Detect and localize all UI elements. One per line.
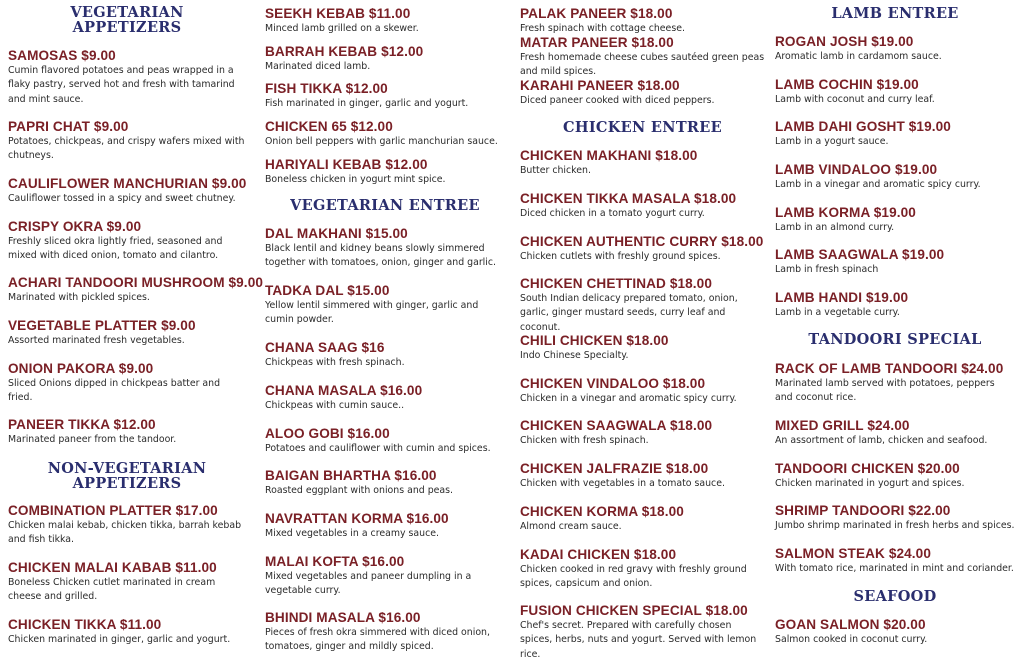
menu-item-description: Mixed vegetables in a creamy sauce.	[265, 528, 439, 539]
menu-item-name: TADKA DAL $15.00	[265, 283, 390, 298]
menu-item-fish-tikka	[265, 81, 505, 111]
menu-item-tandoori-chicken	[775, 461, 1015, 491]
menu-item-fusion-chicken-special	[520, 603, 765, 662]
menu-item-description: Marinated with pickled spices.	[8, 292, 150, 303]
menu-item-description: Fresh homemade cheese cubes sautéed green peas and mild spices.	[520, 52, 765, 78]
menu-item-name: ONION PAKORA $9.00	[8, 361, 154, 376]
menu-item-description: Lamb in a yogurt sauce.	[775, 136, 889, 147]
menu-item-name: SHRIMP TANDOORI $22.00	[775, 503, 951, 518]
menu-item-description: Mixed vegetables and paneer dumpling in a vegetable curry.	[265, 571, 472, 597]
menu-item-combination-platter	[8, 503, 246, 548]
menu-item-name: LAMB SAAGWALA $19.00	[775, 247, 945, 262]
menu-item-description: Chicken cutlets with freshly ground spices.	[520, 251, 721, 262]
menu-item-matar-paneer	[520, 35, 765, 80]
menu-item-description: Marinated diced lamb.	[265, 61, 371, 72]
menu-item-lamb-handi	[775, 290, 1015, 320]
menu-item-description: Potatoes and cauliflower with cumin and spices.	[265, 443, 491, 454]
section-title-line: APPETIZERS	[72, 475, 182, 492]
menu-item-chicken-jalfrazie	[520, 461, 765, 491]
menu-item-chili-chicken	[520, 333, 765, 363]
menu-item-description: Marinated paneer from the tandoor.	[8, 434, 177, 445]
section-title-chicken-entree	[520, 120, 765, 135]
menu-item-description: Salmon cooked in coconut curry.	[775, 634, 928, 645]
menu-item-description: Almond cream sauce.	[520, 521, 622, 532]
menu-item-name: CHICKEN MAKHANI $18.00	[520, 148, 698, 163]
menu-item-rogan-josh	[775, 34, 1015, 64]
menu-item-lamb-dahi-gosht	[775, 119, 1015, 149]
section-title-line: NON-VEGETARIAN	[47, 460, 207, 477]
menu-item-description: Lamb in fresh spinach	[775, 264, 879, 275]
menu-item-tadka-dal	[265, 283, 505, 328]
menu-item-chicken-makhani	[520, 148, 765, 178]
menu-item-vegetable-platter	[8, 318, 246, 348]
menu-item-description: Potatoes, chickpeas, and crispy wafers mixed with chutneys.	[8, 136, 245, 162]
menu-item-name: CHICKEN CHETTINAD $18.00	[520, 276, 712, 291]
menu-item-chicken-saagwala	[520, 418, 765, 448]
menu-item-onion-pakora	[8, 361, 246, 406]
menu-item-description: Lamb in a vinegar and aromatic spicy curry.	[775, 179, 981, 190]
menu-item-description: Indo Chinese Specialty.	[520, 350, 629, 361]
menu-item-description: Cauliflower tossed in a spicy and sweet chutney.	[8, 193, 236, 204]
menu-item-chicken-vindaloo	[520, 376, 765, 406]
menu-item-name: HARIYALI KEBAB $12.00	[265, 157, 428, 172]
menu-item-description: Fish marinated in ginger, garlic and yogurt.	[265, 98, 469, 109]
menu-item-goan-salmon	[775, 617, 1015, 647]
menu-item-name: RACK OF LAMB TANDOORI $24.00	[775, 361, 1004, 376]
menu-item-chicken-korma	[520, 504, 765, 534]
menu-item-description: Chickpeas with cumin sauce..	[265, 400, 405, 411]
menu-item-name: MALAI KOFTA $16.00	[265, 554, 405, 569]
menu-item-name: CHICKEN SAAGWALA $18.00	[520, 418, 713, 433]
menu-item-name: CHANA SAAG $16	[265, 340, 385, 355]
menu-item-description: Chicken with vegetables in a tomato sauce.	[520, 478, 725, 489]
menu-item-name: SEEKH KEBAB $11.00	[265, 6, 411, 21]
menu-item-name: MATAR PANEER $18.00	[520, 35, 674, 50]
menu-item-name: MIXED GRILL $24.00	[775, 418, 910, 433]
menu-item-description: Yellow lentil simmered with ginger, garlic and cumin powder.	[265, 300, 479, 326]
menu-item-name: SALMON STEAK $24.00	[775, 546, 932, 561]
menu-item-malai-kofta	[265, 554, 505, 599]
menu-item-samosas	[8, 48, 246, 107]
menu-item-description: Jumbo shrimp marinated in fresh herbs and spices.	[775, 520, 1015, 531]
menu-item-name: LAMB HANDI $19.00	[775, 290, 909, 305]
menu-item-karahi-paneer	[520, 78, 765, 108]
menu-item-description: Cumin flavored potatoes and peas wrapped in a flaky pastry, served hot and fresh with tamarind and mint sauce.	[8, 65, 235, 105]
menu-item-description: Roasted eggplant with onions and peas.	[265, 485, 454, 496]
menu-item-name: NAVRATTAN KORMA $16.00	[265, 511, 449, 526]
menu-item-aloo-gobi	[265, 426, 505, 456]
menu-item-name: CRISPY OKRA $9.00	[8, 219, 142, 234]
menu-item-description: An assortment of lamb, chicken and seafood.	[775, 435, 988, 446]
menu-item-paneer-tikka	[8, 417, 246, 447]
menu-item-lamb-cochin	[775, 77, 1015, 107]
menu-item-chicken-tikka-masala	[520, 191, 765, 221]
menu-item-lamb-korma	[775, 205, 1015, 235]
section-title-non-vegetarian-appetizers	[8, 461, 246, 491]
menu-item-bhindi-masala	[265, 610, 505, 655]
menu-item-mixed-grill	[775, 418, 1015, 448]
section-title-vegetarian-entree	[265, 198, 505, 213]
section-title-line: CHICKEN ENTREE	[563, 119, 722, 136]
section-title-seafood	[775, 589, 1015, 604]
menu-item-description: Diced chicken in a tomato yogurt curry.	[520, 208, 705, 219]
section-title-line: LAMB ENTREE	[831, 5, 959, 22]
menu-item-name: GOAN SALMON $20.00	[775, 617, 926, 632]
menu-item-name: CHICKEN MALAI KABAB $11.00	[8, 560, 217, 575]
menu-item-shrimp-tandoori	[775, 503, 1015, 533]
menu-item-palak-paneer	[520, 6, 765, 36]
menu-item-name: LAMB DAHI GOSHT $19.00	[775, 119, 951, 134]
section-title-vegetarian-appetizers	[8, 5, 246, 35]
menu-item-chicken-authentic-curry	[520, 234, 765, 264]
menu-item-name: CHICKEN TIKKA $11.00	[8, 617, 162, 632]
menu-item-name: COMBINATION PLATTER $17.00	[8, 503, 218, 518]
menu-item-chicken-malai-kabab	[8, 560, 246, 605]
menu-item-name: KARAHI PANEER $18.00	[520, 78, 680, 93]
menu-item-name: BHINDI MASALA $16.00	[265, 610, 421, 625]
menu-item-description: Boneless Chicken cutlet marinated in cream cheese and grilled.	[8, 577, 216, 603]
menu-item-description: Chicken cooked in red gravy with freshly ground spices, capsicum and onion.	[520, 564, 747, 590]
menu-item-name: CHICKEN VINDALOO $18.00	[520, 376, 706, 391]
menu-item-description: Lamb with coconut and curry leaf.	[775, 94, 935, 105]
menu-item-name: VEGETABLE PLATTER $9.00	[8, 318, 196, 333]
menu-item-description: Black lentil and kidney beans slowly simmered together with tomatoes, onion, ginger and garlic.	[265, 243, 497, 269]
section-title-line: VEGETARIAN ENTREE	[290, 197, 480, 214]
section-title-line: SEAFOOD	[853, 588, 937, 605]
menu-item-description: Chicken marinated in yogurt and spices.	[775, 478, 965, 489]
menu-item-description: Freshly sliced okra lightly fried, seasoned and mixed with diced onion, tomato and cilantro.	[8, 236, 223, 262]
menu-item-description: Aromatic lamb in cardamom sauce.	[775, 51, 942, 62]
section-title-line: TANDOORI SPECIAL	[808, 331, 982, 348]
menu-item-description: Minced lamb grilled on a skewer.	[265, 23, 419, 34]
menu-item-name: CHICKEN TIKKA MASALA $18.00	[520, 191, 737, 206]
section-title-tandoori-special	[775, 332, 1015, 347]
menu-item-description: Onion bell peppers with garlic manchurian sauce.	[265, 136, 498, 147]
section-title-lamb-entree	[775, 6, 1015, 21]
menu-item-name: CHICKEN 65 $12.00	[265, 119, 393, 134]
menu-item-chicken-chettinad	[520, 276, 765, 335]
menu-item-description: Chef's secret. Prepared with carefully chosen spices, herbs, nuts and yogurt. Served with lemon rice.	[520, 620, 757, 660]
menu-item-description: Chicken malai kebab, chicken tikka, barrah kebab and fish tikka.	[8, 520, 242, 546]
menu-item-name: KADAI CHICKEN $18.00	[520, 547, 677, 562]
menu-item-crispy-okra	[8, 219, 246, 264]
section-title-line: APPETIZERS	[72, 19, 182, 36]
menu-item-chicken-tikka	[8, 617, 246, 647]
menu-item-lamb-saagwala	[775, 247, 1015, 277]
menu-item-name: SAMOSAS $9.00	[8, 48, 116, 63]
menu-item-description: South Indian delicacy prepared tomato, onion, garlic, ginger mustard seeds, curry leaf and coconut.	[520, 293, 738, 333]
menu-item-name: CHICKEN KORMA $18.00	[520, 504, 684, 519]
menu-item-name: FUSION CHICKEN SPECIAL $18.00	[520, 603, 748, 618]
menu-item-name: BARRAH KEBAB $12.00	[265, 44, 424, 59]
menu-item-description: Chickpeas with fresh spinach.	[265, 357, 405, 368]
menu-item-name: PAPRI CHAT $9.00	[8, 119, 129, 134]
menu-item-name: LAMB COCHIN $19.00	[775, 77, 919, 92]
menu-item-description: Chicken in a vinegar and aromatic spicy curry.	[520, 393, 737, 404]
menu-item-description: Lamb in an almond curry.	[775, 222, 895, 233]
menu-item-baigan-bhartha	[265, 468, 505, 498]
menu-item-description: Sliced Onions dipped in chickpeas batter and fried.	[8, 378, 221, 404]
menu-item-chana-saag	[265, 340, 505, 370]
menu-item-description: Boneless chicken in yogurt mint spice.	[265, 174, 446, 185]
menu-item-chana-masala	[265, 383, 505, 413]
menu-item-name: CHANA MASALA $16.00	[265, 383, 423, 398]
menu-item-papri-chat	[8, 119, 246, 164]
menu-item-achari-tandoori-mushroom	[8, 275, 264, 305]
menu-item-name: TANDOORI CHICKEN $20.00	[775, 461, 960, 476]
menu-item-description: Chicken marinated in ginger, garlic and yogurt.	[8, 634, 231, 645]
menu-item-salmon-steak	[775, 546, 1015, 576]
menu-item-name: BAIGAN BHARTHA $16.00	[265, 468, 437, 483]
menu-item-name: PANEER TIKKA $12.00	[8, 417, 156, 432]
menu-item-description: Chicken with fresh spinach.	[520, 435, 649, 446]
section-title-line: VEGETARIAN	[70, 4, 184, 21]
menu-item-name: LAMB KORMA $19.00	[775, 205, 916, 220]
menu-item-navrattan-korma	[265, 511, 505, 541]
menu-item-name: ACHARI TANDOORI MUSHROOM $9.00	[8, 275, 264, 290]
menu-item-seekh-kebab	[265, 6, 505, 36]
menu-item-name: CHICKEN AUTHENTIC CURRY $18.00	[520, 234, 764, 249]
menu-item-lamb-vindaloo	[775, 162, 1015, 192]
menu-item-name: ALOO GOBI $16.00	[265, 426, 390, 441]
menu-item-description: Marinated lamb served with potatoes, peppers and coconut rice.	[775, 378, 995, 404]
menu-item-description: Fresh spinach with cottage cheese.	[520, 23, 685, 34]
menu-item-name: CAULIFLOWER MANCHURIAN $9.00	[8, 176, 247, 191]
menu-item-description: With tomato rice, marinated in mint and coriander.	[775, 563, 1014, 574]
menu-item-name: PALAK PANEER $18.00	[520, 6, 673, 21]
menu-item-hariyali-kebab	[265, 157, 505, 187]
menu-item-dal-makhani	[265, 226, 505, 271]
menu-item-description: Diced paneer cooked with diced peppers.	[520, 95, 715, 106]
menu-item-name: DAL MAKHANI $15.00	[265, 226, 408, 241]
menu-item-description: Pieces of fresh okra simmered with diced onion, tomatoes, ginger and mildly spiced.	[265, 627, 490, 653]
menu-item-description: Assorted marinated fresh vegetables.	[8, 335, 185, 346]
menu-item-barrah-kebab	[265, 44, 505, 74]
menu-item-cauliflower-manchurian	[8, 176, 246, 206]
menu-item-name: CHILI CHICKEN $18.00	[520, 333, 669, 348]
menu-item-name: LAMB VINDALOO $19.00	[775, 162, 938, 177]
menu-item-description: Lamb in a vegetable curry.	[775, 307, 900, 318]
menu-item-name: ROGAN JOSH $19.00	[775, 34, 914, 49]
menu-item-name: FISH TIKKA $12.00	[265, 81, 388, 96]
menu-item-kadai-chicken	[520, 547, 765, 592]
menu-item-name: CHICKEN JALFRAZIE $18.00	[520, 461, 709, 476]
menu-item-rack-of-lamb-tandoori	[775, 361, 1015, 406]
menu-item-chicken-65	[265, 119, 505, 149]
menu-item-description: Butter chicken.	[520, 165, 591, 176]
